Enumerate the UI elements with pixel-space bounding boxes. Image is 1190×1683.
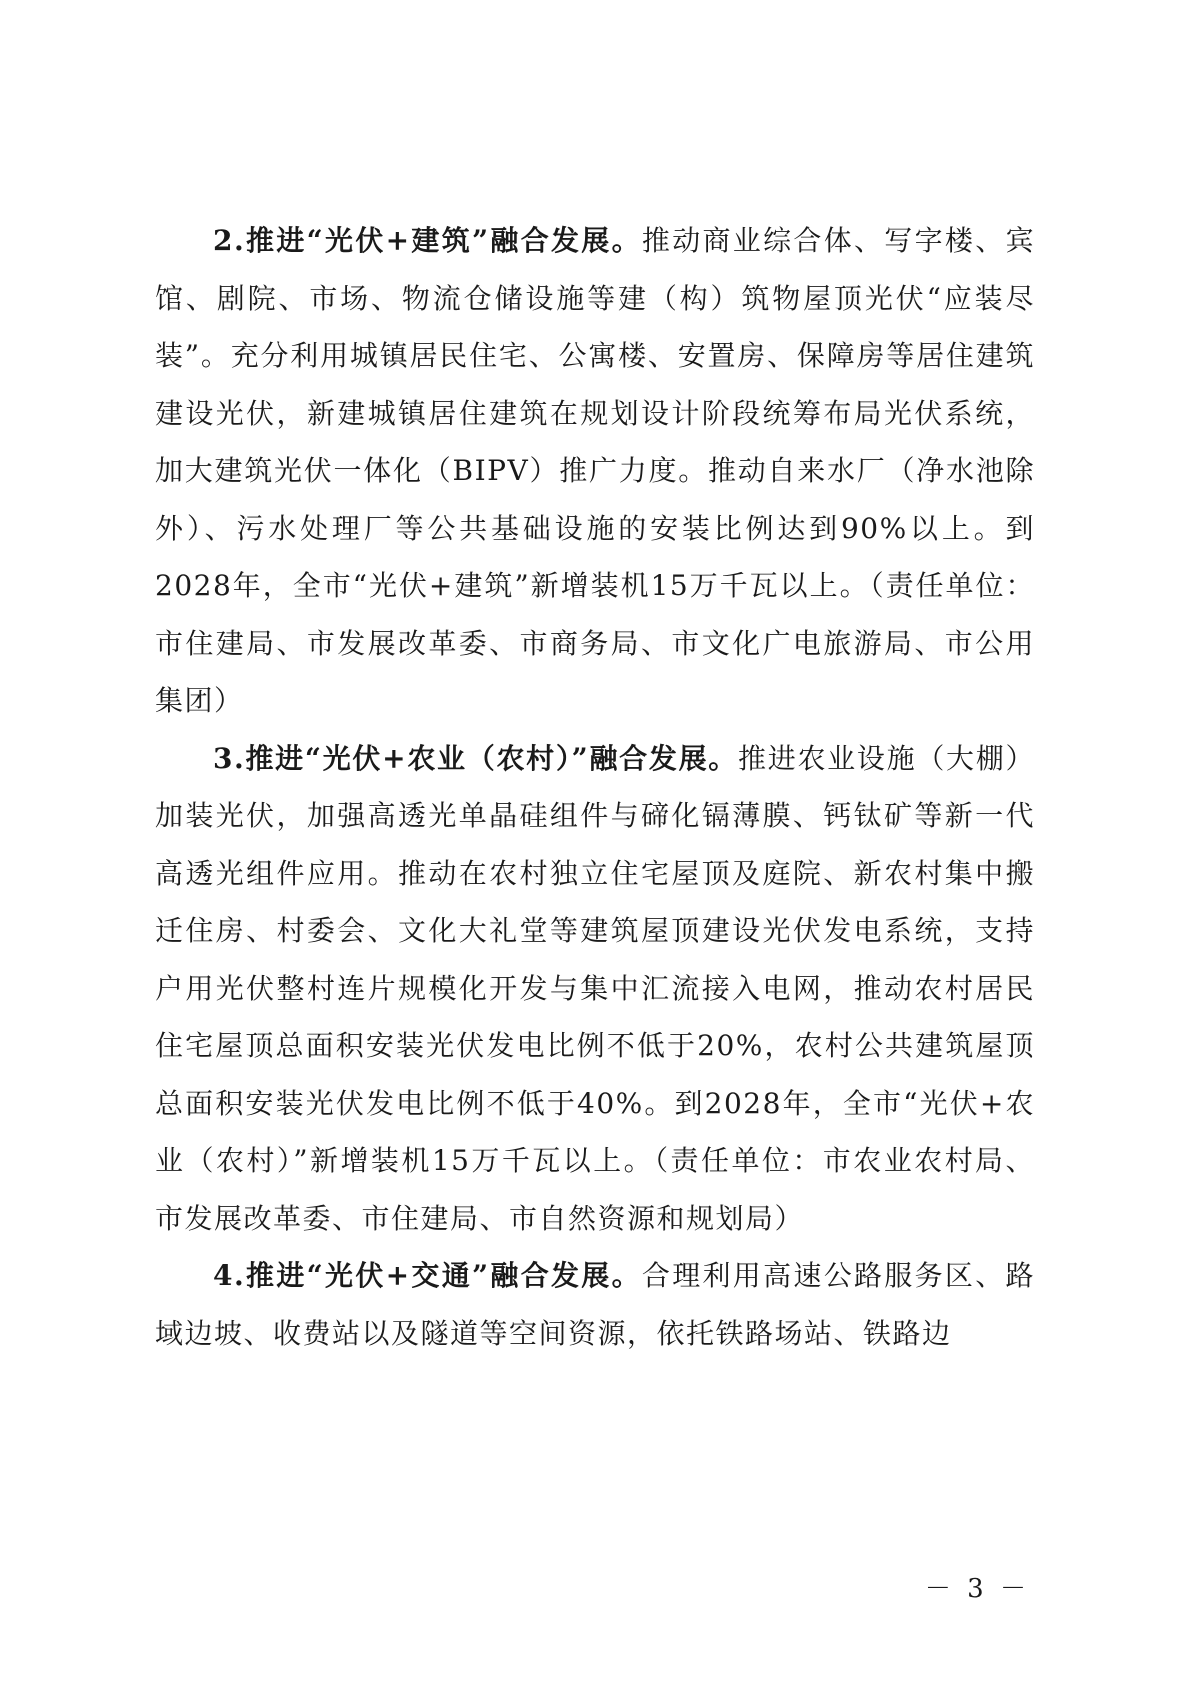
paragraph-building-pv — [155, 212, 1035, 730]
page-number: － 3 － — [924, 1574, 1030, 1604]
paragraph-text: 推动商业综合体、写字楼、宾馆、剧院、市场、物流仓储设施等建（构）筑物屋顶光伏“应装尽装”。充分利用城镇居民住宅、公寓楼、安置房、保障房等居住建筑建设光伏，新建城镇居住建筑在规划设计阶段统筹布局光伏系统，加大建筑光伏一体化（BIPV）推广力度。推动自来水厂（净水池除外）、污水处理厂等公共基础设施的安装比例达到90%以上。到2028年，全市“光伏+建筑”新增装机15万千瓦以上。（责任单位：市住建局、市发展改革委、市商务局、市文化广电旅游局、市公用集团） — [155, 224, 1035, 717]
paragraph-heading: 4.推进“光伏+交通”融合发展。 — [213, 1259, 642, 1292]
paragraph-transport-pv — [155, 1247, 1035, 1362]
paragraph-text: 合理利用高速公路服务区、路域边坡、收费站以及隧道等空间资源，依托铁路场站、铁路边 — [155, 1259, 1035, 1350]
document-body — [155, 212, 1035, 1362]
paragraph-heading: 2.推进“光伏+建筑”融合发展。 — [213, 224, 642, 257]
paragraph-agriculture-pv — [155, 730, 1035, 1248]
paragraph-heading: 3.推进“光伏+农业（农村）”融合发展。 — [213, 741, 739, 775]
paragraph-text: 推进农业设施（大棚）加装光伏，加强高透光单晶硅组件与碲化镉薄膜、钙钛矿等新一代高透光组件应用。推动在农村独立住宅屋顶及庭院、新农村集中搬迁住房、村委会、文化大礼堂等建筑屋顶建设光伏发电系统，支持户用光伏整村连片规模化开发与集中汇流接入电网，推动农村居民住宅屋顶总面积安装光伏发电比例不低于20%，农村公共建筑屋顶总面积安装光伏发电比例不低于40%。到2028年，全市“光伏+农业（农村）”新增装机15万千瓦以上。（责任单位：市农业农村局、市发展改革委、市住建局、市自然资源和规划局） — [155, 741, 1035, 1235]
